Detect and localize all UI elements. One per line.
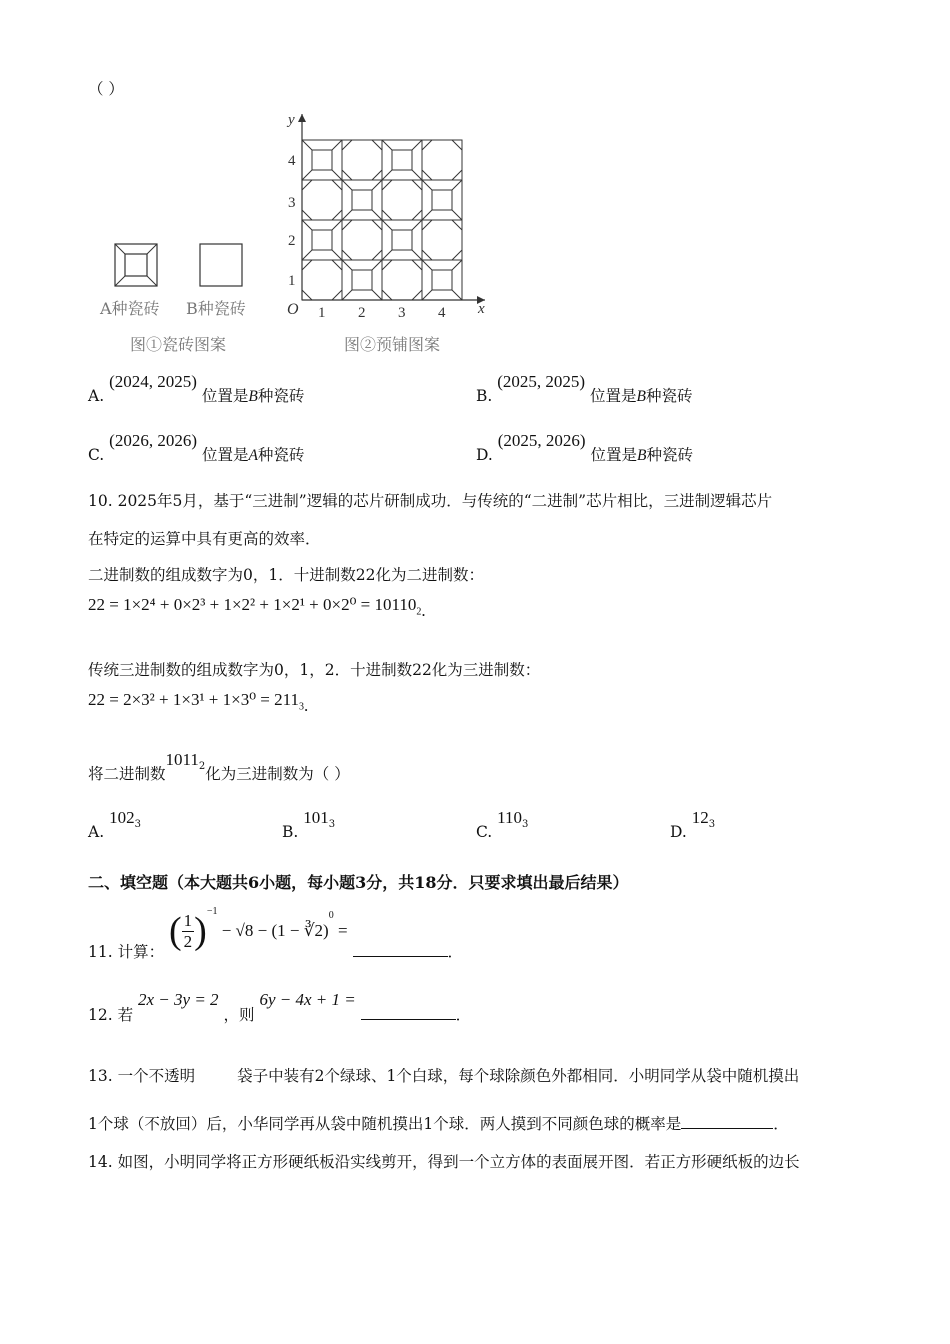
section-title: 二、填空题（本大题共6小题，每小题3分，共18分．只要求填出最后结果）	[88, 873, 629, 892]
option-letter: A.	[88, 387, 105, 405]
question-post: 化为三进制数为（ ）	[205, 765, 350, 783]
q12-condition: 2x − 3y = 2	[138, 990, 219, 1009]
x-tick: 4	[438, 305, 446, 321]
q9-option-b[interactable]	[476, 370, 693, 405]
q11-tail: ．	[447, 942, 464, 961]
q10-line4: 传统三进制数的组成数字为0，1，2．十进制数22化为三进制数：	[88, 661, 541, 679]
q11-exponent-2: 0	[328, 910, 334, 922]
option-text-pre: 位置是	[590, 446, 638, 464]
y-tick: 3	[288, 195, 296, 211]
y-tick: 1	[288, 273, 296, 289]
q10-line3: 二进制数的组成数字为0，1．十进制数22化为二进制数：	[88, 566, 484, 584]
q10-option-b[interactable]	[282, 808, 336, 841]
eq2-body: 22 = 2×3² + 1×3¹ + 1×3⁰ = 211	[88, 690, 299, 709]
x-tick: 2	[358, 305, 366, 321]
q11-numerator: 1	[183, 910, 193, 930]
q13-line2	[88, 1112, 789, 1134]
question-pre: 将二进制数	[88, 765, 166, 783]
option-letter: C.	[88, 446, 105, 464]
q14-line1: 14. 如图，小明同学将正方形硬纸板沿实线剪开，得到一个立方体的表面展开图．若正方形硬纸板的边长	[88, 1153, 800, 1171]
q10-option-a[interactable]	[88, 808, 141, 841]
tile-b-figure	[199, 243, 243, 287]
x-axis-label: x	[478, 301, 485, 317]
option-letter: D.	[476, 446, 493, 464]
tile-b-label: B种瓷砖	[186, 299, 246, 318]
eq1-base: 2	[416, 606, 422, 618]
option-coord: (2025, 2026)	[497, 431, 586, 450]
option-text-pre: 位置是	[590, 387, 637, 405]
option-letter: D.	[670, 823, 687, 841]
eq2-period: .	[304, 696, 309, 715]
q11-denominator: 2	[183, 931, 193, 951]
q10-option-c[interactable]	[476, 808, 529, 841]
option-text-pre: 位置是	[201, 446, 249, 464]
q11-exponent: −1	[206, 906, 218, 918]
q12-mid: ，则	[223, 1006, 255, 1024]
q11-expr: ( $\frac{1}{2}$ )$^{-1}$ − √8 − (1 − ∛2)$^0$ =	[169, 906, 348, 952]
q9-paren: （ ）	[88, 80, 124, 98]
option-base: 3	[134, 819, 141, 831]
q12-tail: ．	[455, 1006, 472, 1024]
option-letter: A.	[88, 823, 105, 841]
option-base: 3	[522, 819, 529, 831]
q10-question	[88, 748, 350, 783]
y-axis-label: y	[288, 112, 295, 128]
q11-answer-blank[interactable]	[353, 942, 448, 957]
eq1-body: 22 = 1×2⁴ + 0×2³ + 1×2² + 1×2¹ + 0×2⁰ = 10110	[88, 595, 417, 614]
option-base: 3	[328, 819, 336, 831]
q11-equals: =	[337, 921, 348, 940]
option-tile: A	[248, 447, 258, 464]
option-letter: B.	[282, 823, 299, 841]
q12-expr: 6y − 4x + 1 =	[259, 990, 356, 1009]
q13-answer-blank[interactable]	[681, 1114, 773, 1129]
q11	[88, 905, 463, 961]
question-base: 2	[198, 761, 206, 773]
q13-line1	[88, 1064, 799, 1086]
x-tick: 1	[318, 305, 326, 321]
tile-a-figure	[114, 243, 158, 287]
option-letter: B.	[476, 387, 493, 405]
q10-option-d[interactable]	[670, 808, 716, 841]
q11-rest: − √8 − (1 − ∛2)	[221, 921, 329, 940]
q9-option-d[interactable]	[476, 429, 694, 464]
option-text-post: 种瓷砖	[646, 446, 694, 464]
q10-eq1	[88, 595, 426, 620]
y-tick: 4	[288, 153, 296, 169]
option-tile: B	[637, 447, 647, 464]
fig1-caption: 图①瓷砖图案	[130, 335, 227, 354]
x-tick: 3	[398, 305, 406, 321]
option-text-pre: 位置是	[201, 387, 249, 405]
q10-eq2	[88, 690, 309, 715]
option-num: 102	[109, 808, 135, 827]
q12-answer-blank[interactable]	[361, 1005, 456, 1020]
option-num: 110	[497, 808, 523, 827]
q10-line2: 在特定的运算中具有更高的效率．	[88, 530, 321, 548]
origin-label: O	[287, 301, 299, 318]
option-coord: (2025, 2025)	[497, 372, 586, 391]
q9-option-a[interactable]	[88, 370, 305, 405]
option-num: 101	[303, 808, 329, 827]
tiling-grid-figure	[280, 108, 490, 323]
q11-label: 11. 计算：	[88, 942, 165, 961]
tile-a-label: A种瓷砖	[100, 299, 160, 318]
option-coord: (2026, 2026)	[109, 431, 197, 450]
option-tile: B	[248, 388, 258, 405]
q12	[88, 988, 472, 1024]
fig2-caption: 图②预铺图案	[344, 335, 441, 354]
q13-tail: ．	[773, 1115, 789, 1133]
option-text-post: 种瓷砖	[257, 387, 305, 405]
option-tile: B	[636, 388, 647, 405]
question-num: 1011	[165, 750, 199, 769]
eq1-period: .	[421, 601, 426, 620]
option-num: 12	[691, 808, 709, 827]
option-text-post: 种瓷砖	[257, 446, 305, 464]
option-coord: (2024, 2025)	[109, 372, 197, 391]
q13-line2-text: 1个球（不放回）后，小华同学再从袋中随机摸出1个球．两人摸到不同颜色球的概率是	[88, 1115, 682, 1133]
q10-line1: 10. 2025年5月，基于“三进制”逻辑的芯片研制成功．与传统的“二进制”芯片相比，三进制逻辑芯片	[88, 492, 773, 510]
q12-label: 12. 若	[88, 1006, 134, 1024]
q13-line1a: 13. 一个不透明	[88, 1067, 196, 1085]
option-letter: C.	[476, 823, 493, 841]
q9-option-c[interactable]	[88, 429, 305, 464]
option-base: 3	[708, 819, 716, 831]
option-text-post: 种瓷砖	[646, 387, 693, 405]
q13-line1b: 袋子中装有2个绿球、1个白球，每个球除颜色外都相同．小明同学从袋中随机摸出	[237, 1067, 800, 1085]
y-tick: 2	[288, 233, 296, 249]
eq2-base: 3	[299, 701, 304, 713]
